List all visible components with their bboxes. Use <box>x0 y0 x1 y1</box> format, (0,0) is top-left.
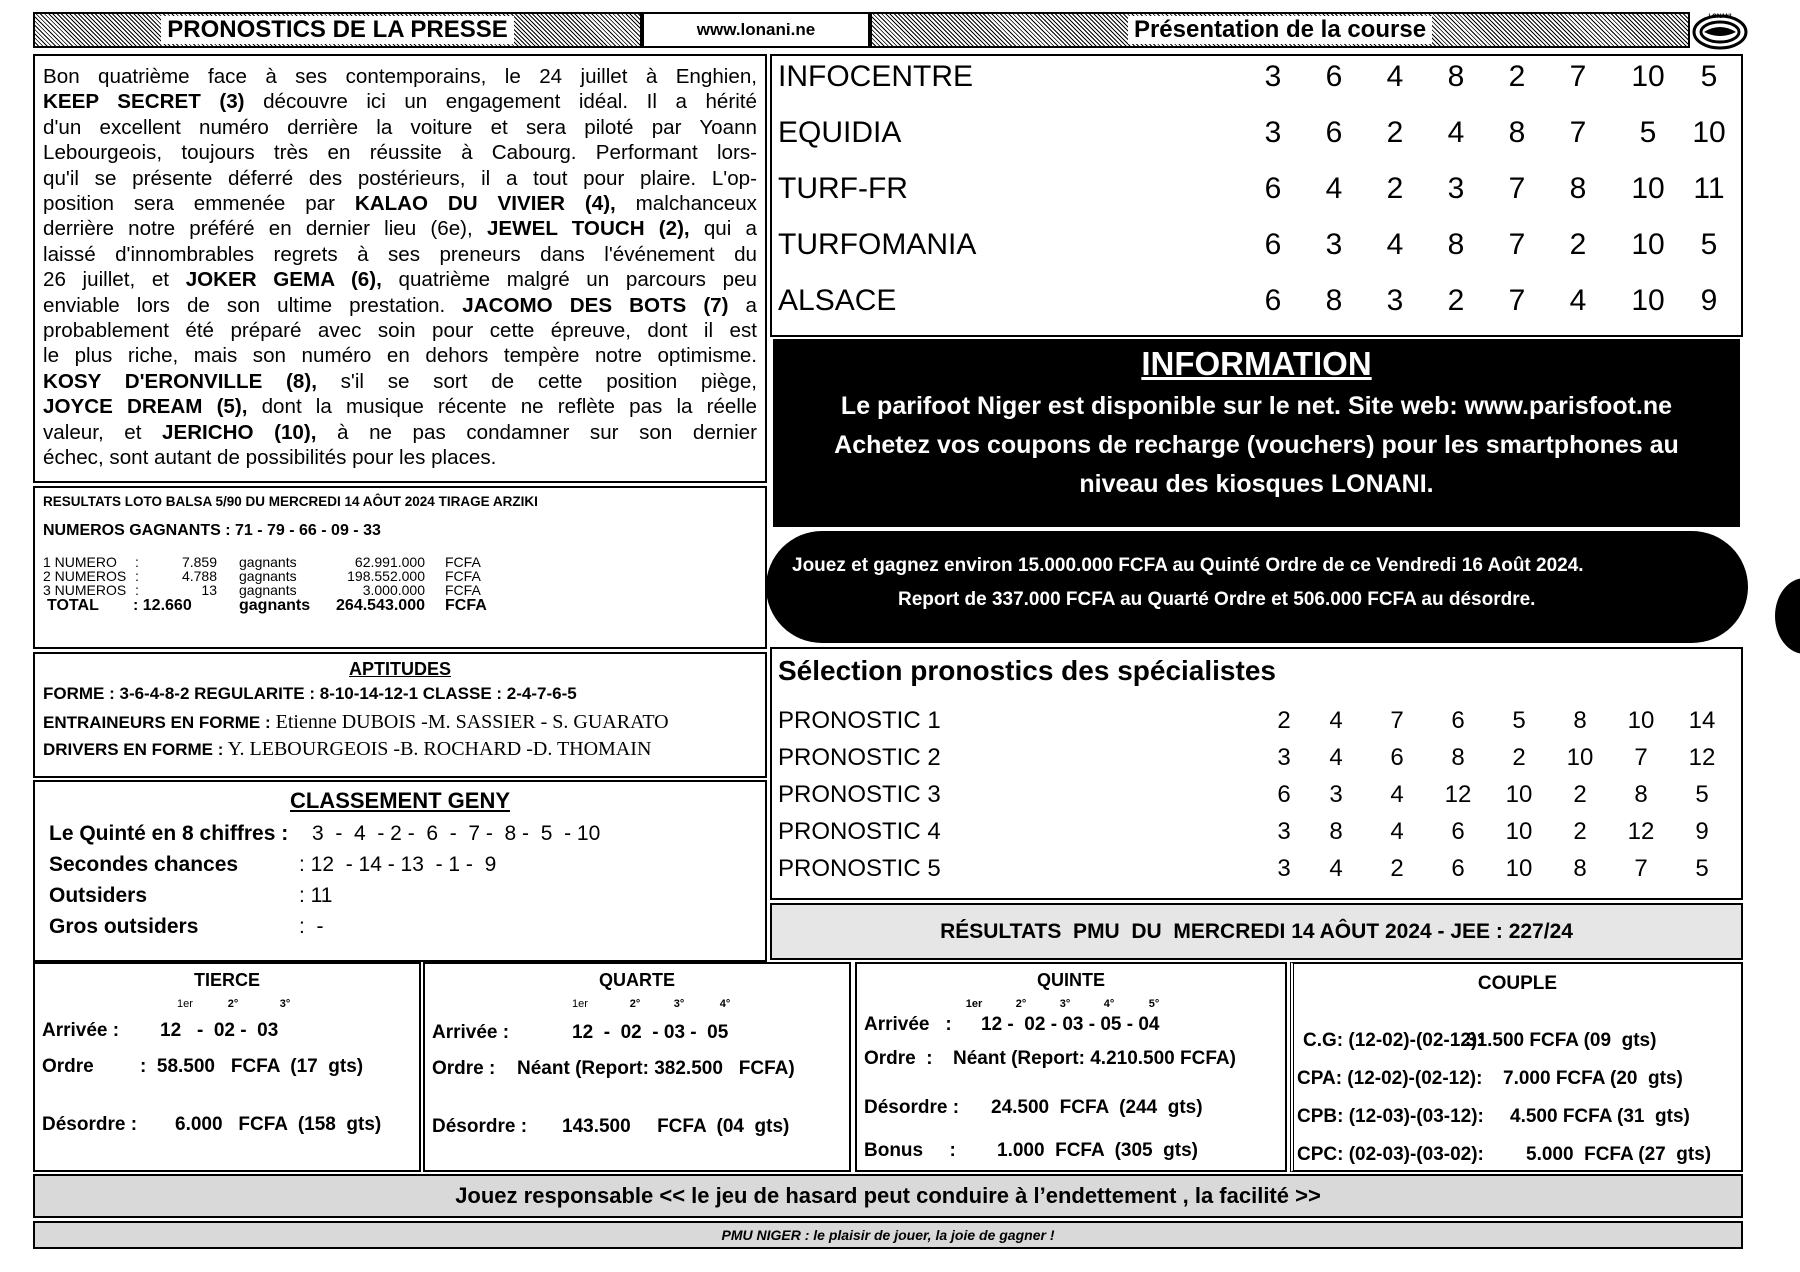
presentation-number: 8 <box>1325 284 1343 317</box>
press-text-segment: Lebourgeois, toujours très en réussite à Cabourg. Performant lors- <box>43 141 757 165</box>
press-text <box>43 64 757 471</box>
aptitudes-entraineurs: ENTRAINEURS EN FORME : Etienne DUBOIS -M. SASSIER - S. GUARATO <box>43 711 669 733</box>
press-text-segment: malchanceux <box>615 192 757 216</box>
selection-number: 6 <box>1451 855 1465 882</box>
horse-name: KALAO DU VIVIER (4), <box>354 192 616 216</box>
jackpot-banner <box>766 531 1748 643</box>
loto-cell: 3 NUMEROS <box>43 582 127 598</box>
selection-number: 4 <box>1329 744 1343 771</box>
press-text-segment: quatrième malgré un parcours peu <box>381 268 757 292</box>
press-text-segment: Bon quatrième face à ses contemporains, le 24 juillet à Enghien, <box>43 65 757 88</box>
couple-value: 31.500 FCFA (09 gts) <box>1466 1030 1657 1051</box>
presentation-number: 10 <box>1631 284 1665 317</box>
loto-cell: gagnants <box>239 554 297 570</box>
presentation-number: 9 <box>1700 284 1718 317</box>
place-marker: 4° <box>719 998 731 1010</box>
place-marker: 4° <box>1103 998 1115 1010</box>
selection-number: 4 <box>1329 855 1343 882</box>
presentation-number: 4 <box>1569 284 1587 317</box>
tierce-desordre-label: Désordre : <box>42 1114 138 1135</box>
press-text-segment: qui a <box>689 217 757 241</box>
website-box <box>642 12 870 48</box>
place-marker: 1er <box>965 998 983 1010</box>
presentation-number: 10 <box>1631 60 1665 93</box>
press-line <box>43 191 757 216</box>
header-left-banner <box>33 12 642 48</box>
loto-cell: TOTAL <box>47 597 99 614</box>
selection-number: 4 <box>1390 781 1404 808</box>
selection-number: 12 <box>1444 781 1472 808</box>
presentation-number: 4 <box>1447 116 1465 149</box>
quarte-desordre-label: Désordre : <box>432 1116 528 1137</box>
quinte-arrivee-label: Arrivée : <box>864 1014 952 1035</box>
geny-value: : 11 <box>299 884 333 907</box>
aptitudes-drivers: DRIVERS EN FORME : Y. LEBOURGEOIS -B. ROCHARD -D. THOMAIN <box>43 738 652 760</box>
loto-cell: FCFA <box>445 582 481 598</box>
loto-cell: gagnants <box>239 582 297 598</box>
place-marker: 5° <box>1148 998 1160 1010</box>
press-text-segment: enviable lors de son ultime prestation. <box>43 293 463 317</box>
tierce-title: TIERCE <box>193 970 260 990</box>
presentation-number: 10 <box>1692 116 1726 149</box>
presentation-number: 7 <box>1569 60 1587 93</box>
presentation-number: 4 <box>1325 172 1343 205</box>
quinte-ordre-value: Néant (Report: 4.210.500 FCFA) <box>953 1048 1236 1069</box>
aptitudes-title: APTITUDES <box>348 659 451 679</box>
presentation-number: 6 <box>1264 172 1282 205</box>
quarte-ordre-label: Ordre : <box>432 1058 496 1079</box>
presentation-number: 7 <box>1508 172 1526 205</box>
couple-label: C.G: (12-02)-(02-12): <box>1303 1030 1484 1051</box>
selection-number: 9 <box>1695 818 1709 845</box>
loto-title: RESULTATS LOTO BALSA 5/90 DU MERCREDI 14 AÔUT 2024 TIRAGE ARZIKI <box>43 494 538 509</box>
presentation-number: 6 <box>1264 284 1282 317</box>
press-title: PRONOSTICS DE LA PRESSE <box>161 16 514 44</box>
quinte-title: QUINTE <box>1036 970 1105 990</box>
place-marker: 1er <box>572 998 588 1010</box>
presentation-number: 5 <box>1700 60 1718 93</box>
loto-cell: FCFA <box>445 597 487 614</box>
presentation-number: 7 <box>1508 228 1526 261</box>
selection-number: 7 <box>1390 707 1404 734</box>
presentation-number: 6 <box>1264 228 1282 261</box>
loto-cell: : 12.660 <box>133 597 192 614</box>
presentation-number: 5 <box>1639 116 1657 149</box>
selection-number: 4 <box>1390 818 1404 845</box>
press-line <box>43 420 757 445</box>
press-line <box>43 242 757 267</box>
tierce-arrivee-value: 12 - 02 - 03 <box>160 1020 279 1041</box>
quinte-arrivee-value: 12 - 02 - 03 - 05 - 04 <box>981 1014 1160 1035</box>
loto-cell: FCFA <box>445 568 481 584</box>
geny-row <box>49 822 751 853</box>
selection-number: 3 <box>1277 855 1291 882</box>
geny-row <box>49 853 751 884</box>
presentation-number: 8 <box>1508 116 1526 149</box>
loto-cell: 2 NUMEROS <box>43 568 127 584</box>
press-text-segment: découvre ici un engagement idéal. Il a hérité <box>244 90 757 114</box>
selection-number: 10 <box>1505 818 1533 845</box>
presentation-number: 3 <box>1386 284 1404 317</box>
information-title: INFORMATION <box>1141 345 1372 382</box>
place-marker: 1er <box>177 998 193 1010</box>
selection-number: 7 <box>1634 744 1648 771</box>
loto-cell: 7.859 <box>181 554 217 570</box>
selection-number: 10 <box>1566 744 1594 771</box>
selection-name: PRONOSTIC 5 <box>778 855 941 882</box>
selection-number: 10 <box>1627 707 1655 734</box>
quinte-desordre-label: Désordre : <box>864 1097 960 1118</box>
press-line <box>43 115 757 140</box>
place-marker: 3° <box>279 998 291 1010</box>
loto-row <box>43 582 757 596</box>
presentation-number: 10 <box>1631 228 1665 261</box>
quarte-arrivee-label: Arrivée : <box>432 1022 510 1043</box>
selection-number: 3 <box>1329 781 1343 808</box>
couple-value: 7.000 FCFA (20 gts) <box>1503 1068 1683 1089</box>
loto-cell: gagnants <box>239 597 311 614</box>
selection-number: 6 <box>1277 781 1291 808</box>
place-marker: 2° <box>1015 998 1027 1010</box>
press-text-segment: qu'il se présente déferré des postérieurs, il a tout pour plaire. L'op- <box>43 166 757 190</box>
tierce-ordre-label: Ordre <box>42 1056 94 1077</box>
presentation-number: 8 <box>1569 172 1587 205</box>
presentation-number: 2 <box>1386 172 1404 205</box>
press-text-segment: position sera emmenée par <box>43 192 355 216</box>
press-text-segment: probablement été préparé avec soin pour cette épreuve, dont il est <box>43 319 757 343</box>
press-line <box>43 140 757 165</box>
loto-row <box>43 554 757 568</box>
presentation-name: TURFOMANIA <box>778 228 977 261</box>
selection-number: 8 <box>1573 707 1587 734</box>
presentation-name: INFOCENTRE <box>778 60 973 93</box>
loto-row <box>43 568 757 582</box>
press-line <box>43 89 757 114</box>
press-line <box>43 64 757 89</box>
presentation-number: 6 <box>1325 60 1343 93</box>
loto-cell: 13 <box>201 582 217 598</box>
selection-number: 8 <box>1451 744 1465 771</box>
jackpot-line-2: Report de 337.000 FCFA au Quarté Ordre et 506.000 FCFA au désordre. <box>898 589 1536 610</box>
geny-title: CLASSEMENT GENY <box>289 788 511 813</box>
press-text-segment: derrière notre préféré en dernier lieu (6e), <box>43 217 487 241</box>
loto-cell: 264.543.000 <box>336 597 425 614</box>
horse-name: KEEP SECRET (3) <box>43 90 245 114</box>
selection-number: 2 <box>1573 818 1587 845</box>
selection-number: 2 <box>1390 855 1404 882</box>
couple-value: 5.000 FCFA (27 gts) <box>1526 1144 1712 1165</box>
selection-name: PRONOSTIC 1 <box>778 707 941 734</box>
lonani-logo <box>1692 10 1748 50</box>
place-marker: 2° <box>629 998 641 1010</box>
pmu-results-banner <box>770 903 1743 960</box>
loto-results <box>33 486 767 649</box>
couple-title: COUPLE <box>1477 973 1558 994</box>
press-line <box>43 343 757 368</box>
loto-cell: 198.552.000 <box>347 568 425 584</box>
press-line <box>43 216 757 241</box>
geny-value: : - <box>299 915 324 938</box>
quarte-box <box>423 962 851 1172</box>
selection-title: Sélection pronostics des spécialistes <box>778 655 1276 686</box>
quinte-bonus-label: Bonus : <box>864 1140 956 1161</box>
horse-name: KOSY D'ERONVILLE (8), <box>43 369 317 393</box>
selection-number: 2 <box>1277 707 1291 734</box>
presentation-number: 4 <box>1386 60 1404 93</box>
presentation-title: Présentation de la course <box>1128 16 1432 44</box>
presentation-table <box>770 54 1743 337</box>
horse-name: JOYCE DREAM (5), <box>43 395 248 419</box>
loto-winning-numbers: NUMEROS GAGNANTS : 71 - 79 - 66 - 09 - 33 <box>43 522 381 539</box>
selection-number: 8 <box>1329 818 1343 845</box>
slogan-text: PMU NIGER : le plaisir de jouer, la joie de gagner ! <box>721 1227 1055 1243</box>
press-line <box>43 318 757 343</box>
presentation-number: 3 <box>1447 172 1465 205</box>
presentation-number: 8 <box>1447 60 1465 93</box>
selection-name: PRONOSTIC 2 <box>778 744 941 771</box>
geny-box <box>33 780 767 962</box>
loto-cell: 62.991.000 <box>354 554 425 570</box>
press-line <box>43 369 757 394</box>
quarte-desordre-value: 143.500 FCFA (04 gts) <box>562 1116 790 1137</box>
press-text-segment: laissé d'innombrables regrets à ses preneurs dans l'événement du <box>43 242 757 266</box>
press-text-segment: valeur, et <box>43 420 162 444</box>
couple-label: CPB: (12-03)-(03-12): <box>1297 1106 1484 1127</box>
tierce-arrivee-label: Arrivée : <box>42 1020 120 1041</box>
tierce-ordre-value: : 58.500 FCFA (17 gts) <box>140 1056 364 1077</box>
presentation-number: 3 <box>1325 228 1343 261</box>
geny-value: 3 - 4 - 2 - 6 - 7 - 8 - 5 - 10 <box>312 822 601 845</box>
press-line <box>43 445 757 470</box>
geny-label: Secondes chances <box>49 853 239 876</box>
selection-number: 12 <box>1688 744 1716 771</box>
selection-number: 3 <box>1277 744 1291 771</box>
loto-cell: : <box>135 554 139 570</box>
press-text-segment: le plus riche, mais son numéro en dehors tempère notre optimisme. <box>43 344 757 368</box>
selection-number: 2 <box>1573 781 1587 808</box>
press-text-segment: échec, sont autant de possibilités pour les places. <box>43 446 497 470</box>
presentation-number: 7 <box>1508 284 1526 317</box>
loto-cell: : <box>135 568 139 584</box>
geny-rows <box>49 822 751 946</box>
presentation-number: 11 <box>1693 172 1725 205</box>
press-text-segment: a <box>728 293 757 317</box>
quarte-title: QUARTE <box>599 970 675 990</box>
loto-cell: : <box>135 582 139 598</box>
presentation-number: 3 <box>1264 116 1282 149</box>
selection-number: 10 <box>1505 855 1533 882</box>
tierce-desordre-value: 6.000 FCFA (158 gts) <box>175 1114 382 1135</box>
presentation-name: EQUIDIA <box>778 116 902 149</box>
quinte-box <box>855 962 1287 1172</box>
horse-name: JOKER GEMA (6), <box>185 268 382 292</box>
press-text-segment: 26 juillet, et <box>43 268 186 292</box>
press-line <box>43 166 757 191</box>
presentation-number: 4 <box>1386 228 1404 261</box>
selection-number: 10 <box>1505 781 1533 808</box>
jackpot-line-1: Jouez et gagnez environ 15.000.000 FCFA au Quinté Ordre de ce Vendredi 16 Août 2024. <box>792 555 1584 576</box>
presentation-name: TURF-FR <box>778 172 908 205</box>
responsible-text: Jouez responsable << le jeu de hasard peut conduire à l’endettement , la facilité >> <box>455 1183 1321 1208</box>
geny-label: Outsiders <box>49 884 148 907</box>
logo-text: LONANI <box>1708 14 1732 20</box>
couple-label: CPA: (12-02)-(02-12): <box>1297 1068 1483 1089</box>
slogan-banner <box>33 1221 1743 1249</box>
tierce-box <box>33 962 421 1172</box>
place-marker: 2° <box>227 998 239 1010</box>
geny-label: Gros outsiders <box>49 915 199 938</box>
selection-number: 6 <box>1451 707 1465 734</box>
information-line-3: niveau des kiosques LONANI. <box>1079 470 1434 498</box>
quinte-ordre-label: Ordre : <box>864 1048 933 1069</box>
press-text-segment: dont la musique récente ne reflète pas la réelle <box>247 395 757 419</box>
selection-number: 2 <box>1512 744 1526 771</box>
geny-row <box>49 884 751 915</box>
information-line-1: Le parifoot Niger est disponible sur le net. Site web: www.parisfoot.ne <box>840 392 1673 420</box>
selection-number: 7 <box>1634 855 1648 882</box>
loto-cell: 4.788 <box>181 568 217 584</box>
couple-value: 4.500 FCFA (31 gts) <box>1510 1106 1690 1127</box>
pmu-results-title: RÉSULTATS PMU DU MERCREDI 14 AÔUT 2024 - JEE : 227/24 <box>940 919 1573 943</box>
loto-table <box>43 554 757 616</box>
presentation-number: 2 <box>1569 228 1587 261</box>
aptitudes-box <box>33 652 767 778</box>
presentation-number: 8 <box>1447 228 1465 261</box>
selection-table <box>770 647 1743 900</box>
selection-name: PRONOSTIC 3 <box>778 781 941 808</box>
selection-number: 6 <box>1451 818 1465 845</box>
presentation-number: 2 <box>1508 60 1526 93</box>
press-text-segment: à ne pas condamner sur son dernier <box>316 420 757 444</box>
place-marker: 3° <box>1059 998 1071 1010</box>
selection-number: 4 <box>1329 707 1343 734</box>
quarte-arrivee-value: 12 - 02 - 03 - 05 <box>572 1022 729 1043</box>
presentation-number: 10 <box>1631 172 1665 205</box>
place-marker: 3° <box>673 998 685 1010</box>
loto-cell: 3.000.000 <box>362 582 425 598</box>
selection-number: 14 <box>1688 707 1716 734</box>
press-line <box>43 394 757 419</box>
responsible-banner <box>33 1174 1743 1218</box>
geny-row <box>49 915 751 946</box>
selection-number: 12 <box>1627 818 1655 845</box>
aptitudes-forme: FORME : 3-6-4-8-2 REGULARITE : 8-10-14-12-1 CLASSE : 2-4-7-6-5 <box>43 684 577 703</box>
selection-number: 3 <box>1277 818 1291 845</box>
edge-circle-decoration <box>1775 578 1800 654</box>
press-text-segment: d'un excellent numéro derrière la voiture et sera piloté par Yoann <box>43 115 757 139</box>
loto-cell: FCFA <box>445 554 481 570</box>
loto-cell: gagnants <box>239 568 297 584</box>
quinte-bonus-value: 1.000 FCFA (305 gts) <box>997 1140 1198 1161</box>
horse-name: JEWEL TOUCH (2), <box>486 217 690 241</box>
presentation-name: ALSACE <box>778 284 897 317</box>
header-right-banner <box>870 12 1690 48</box>
horse-name: JERICHO (10), <box>162 420 317 444</box>
couple-label: CPC: (02-03)-(03-02): <box>1297 1144 1484 1165</box>
couple-box <box>1290 962 1743 1172</box>
presentation-number: 2 <box>1447 284 1465 317</box>
selection-number: 8 <box>1634 781 1648 808</box>
information-box <box>773 339 1740 527</box>
geny-value: : 12 - 14 - 13 - 1 - 9 <box>299 853 497 876</box>
selection-number: 5 <box>1695 781 1709 808</box>
presentation-number: 3 <box>1264 60 1282 93</box>
selection-number: 8 <box>1573 855 1587 882</box>
information-line-2: Achetez vos coupons de recharge (vouchers) pour les smartphones au <box>834 431 1679 459</box>
press-text-segment: s'il se sort de cette position piège, <box>316 369 757 393</box>
press-line <box>43 293 757 318</box>
selection-number: 5 <box>1695 855 1709 882</box>
press-article <box>33 54 767 483</box>
horse-name: JACOMO DES BOTS (7) <box>462 293 729 317</box>
loto-total-row <box>43 598 757 616</box>
selection-number: 6 <box>1390 744 1404 771</box>
presentation-number: 6 <box>1325 116 1343 149</box>
press-line <box>43 267 757 292</box>
selection-number: 5 <box>1512 707 1526 734</box>
presentation-number: 2 <box>1386 116 1404 149</box>
loto-cell: 1 NUMERO <box>43 554 117 570</box>
website-link[interactable]: www.lonani.ne <box>696 20 816 39</box>
quinte-desordre-value: 24.500 FCFA (244 gts) <box>991 1097 1203 1118</box>
presentation-number: 5 <box>1700 228 1718 261</box>
selection-name: PRONOSTIC 4 <box>778 818 941 845</box>
quarte-ordre-value: Néant (Report: 382.500 FCFA) <box>517 1058 795 1079</box>
presentation-number: 7 <box>1569 116 1587 149</box>
geny-label: Le Quinté en 8 chiffres : <box>49 822 289 845</box>
